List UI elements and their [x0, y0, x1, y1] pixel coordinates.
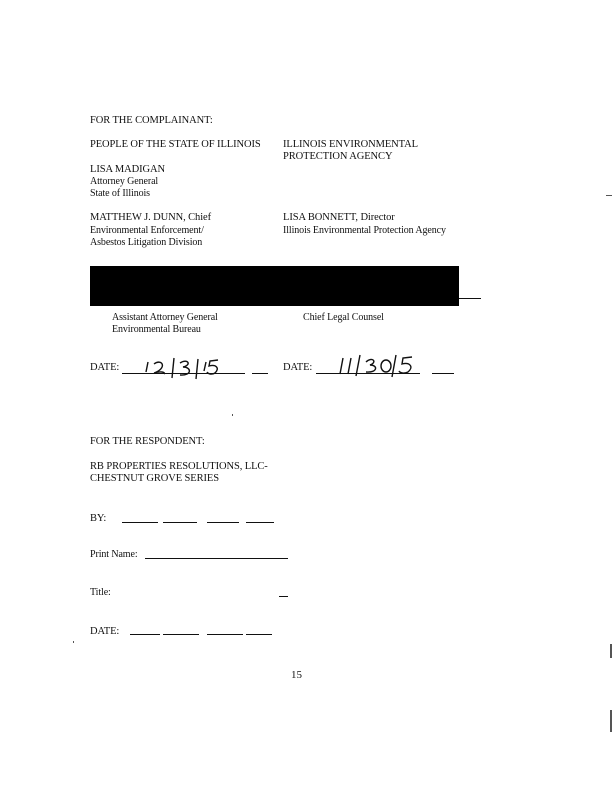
respondent-date-line[interactable]: [163, 634, 199, 635]
attorney-general-state: State of Illinois: [90, 188, 150, 199]
chief-department-line1: Environmental Enforcement/: [90, 225, 204, 236]
scan-mark: [232, 414, 233, 416]
respondent-date-line[interactable]: [130, 634, 160, 635]
attorney-general-title: Attorney General: [90, 176, 159, 187]
respondent-company-line2: CHESTNUT GROVE SERIES: [90, 473, 219, 484]
scan-mark: [610, 710, 612, 732]
people-of-illinois-label: PEOPLE OF THE STATE OF ILLINOIS: [90, 139, 261, 150]
print-name-label: Print Name:: [90, 549, 138, 560]
by-signature-line[interactable]: [207, 522, 239, 523]
handwritten-date-left: [140, 354, 230, 382]
print-name-line[interactable]: [145, 558, 288, 559]
handwritten-date-right: [330, 352, 422, 380]
scan-mark: [610, 644, 612, 658]
aag-bureau: Environmental Bureau: [112, 324, 201, 335]
aag-title: Assistant Attorney General: [112, 312, 218, 323]
title-label: Title:: [90, 587, 111, 598]
chief-name: MATTHEW J. DUNN, Chief: [90, 212, 211, 223]
director-name: LISA BONNETT, Director: [283, 212, 395, 223]
iepa-label-line1: ILLINOIS ENVIRONMENTAL: [283, 139, 418, 150]
respondent-heading: FOR THE RESPONDENT:: [90, 436, 205, 447]
respondent-date-line[interactable]: [207, 634, 243, 635]
scan-mark: [73, 641, 74, 643]
by-signature-line[interactable]: [163, 522, 197, 523]
attorney-general-name: LISA MADIGAN: [90, 164, 165, 175]
iepa-label-line2: PROTECTION AGENCY: [283, 151, 393, 162]
title-line[interactable]: [279, 596, 288, 597]
director-agency: Illinois Environmental Protection Agency: [283, 225, 446, 236]
chief-legal-counsel-title: Chief Legal Counsel: [303, 312, 384, 323]
respondent-date-line[interactable]: [246, 634, 272, 635]
by-signature-line[interactable]: [122, 522, 158, 523]
scan-mark: [606, 195, 612, 196]
respondent-company-line1: RB PROPERTIES RESOLUTIONS, LLC-: [90, 461, 268, 472]
redaction-bar: [90, 266, 459, 306]
date-line-right-tail: [432, 373, 454, 374]
signature-line-stub: [459, 298, 481, 299]
chief-department-line2: Asbestos Litigation Division: [90, 237, 203, 248]
complainant-heading: FOR THE COMPLAINANT:: [90, 115, 213, 126]
by-label: BY:: [90, 513, 107, 524]
respondent-date-label: DATE:: [90, 626, 120, 637]
date-label-left: DATE:: [90, 362, 120, 373]
page-number: 15: [291, 669, 302, 681]
date-label-right: DATE:: [283, 362, 313, 373]
by-signature-line[interactable]: [246, 522, 274, 523]
date-line-left-tail: [252, 373, 268, 374]
